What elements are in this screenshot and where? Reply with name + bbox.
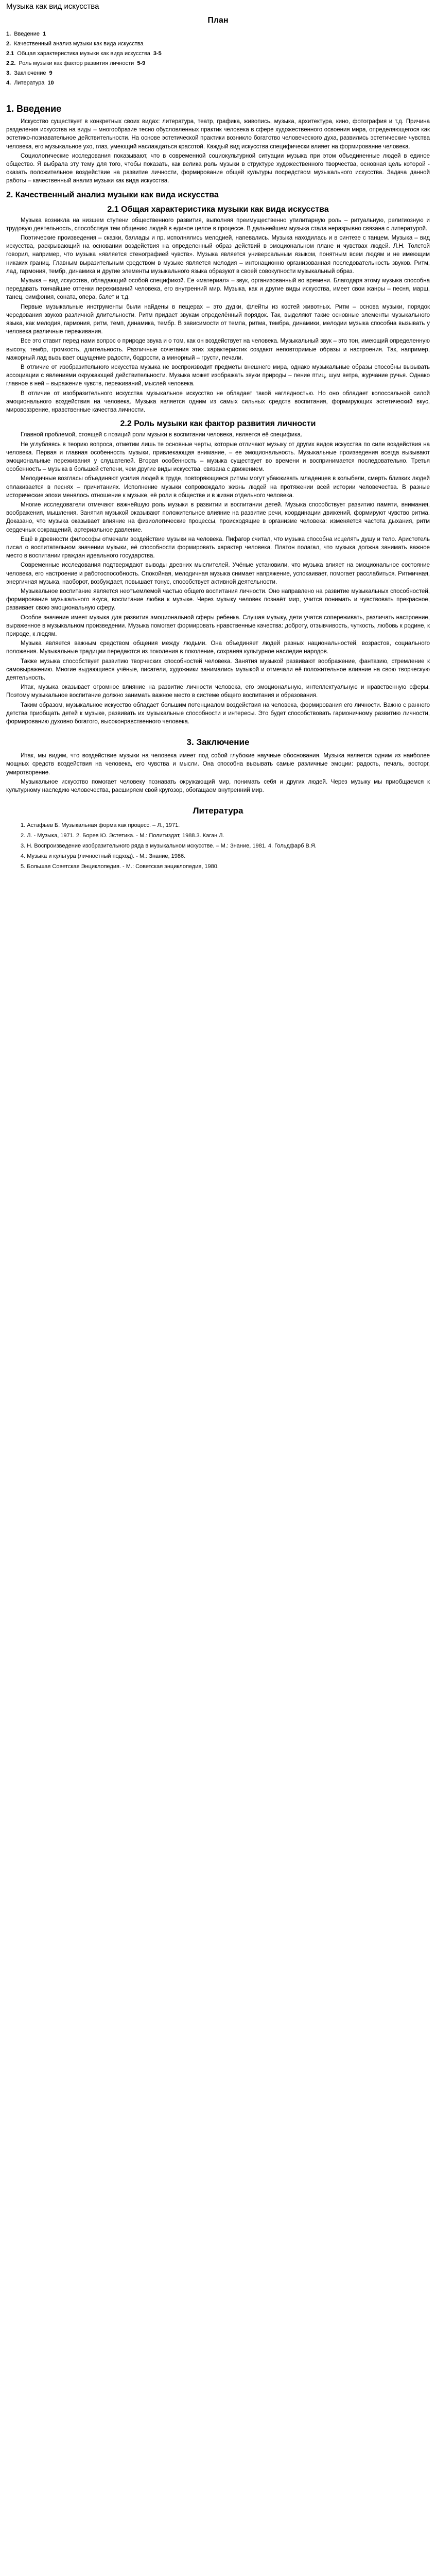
paragraph: Таким образом, музыкальное искусство обладает большим потенциалом воздействия на человека, формирования его личности. Важно с раннего детства приобщать детей к музыке, развивать их музыкальные способности и интересы. Это будет способствовать гармоничному развитию личности, формированию духовно богатого, высоконравственного человека. [6, 702, 430, 725]
reference-item: 1. Астафьев Б. Музыкальная форма как процесс. – Л., 1971. [21, 822, 180, 829]
plan-title: План [207, 16, 229, 25]
toc-item[interactable]: 1. Введение 1 [6, 31, 46, 37]
paragraph: Музыка является важным средством общения между людьми. Она объединяет людей разных национальностей, возрастов, социального положения. Музыкальные традиции передаются из поколения в поколение, сохраняя культурное наследие народов. [6, 640, 430, 655]
reference-item: 4. Музыка и культура (личностный подход). - М.: Знание, 1986. [21, 853, 186, 860]
paragraph: Первые музыкальные инструменты были найдены в пещерах – это дудки, флейты из костей животных. Ритм – основа музыки, порядок чередования звуков различной длительности. Ритм придает звукам определённый порядок. Так, выделяют такие основные элементы музыкального языка, как мелодия, гармония, ритм, темп, динамика, тембр. В зависимости от темпа, ритма, тембра, динамики, мелодии музыка способна вызывать у человека различные переживания. [6, 303, 430, 335]
paragraph: Социологические исследования показывают, что в современной социокультурной ситуации музыка при этом объединенные людей в единое общество. Я выбрала эту тему для того, чтобы показать, как велика роль музыки в структуре художественного творчества, основная цель которой - оказать положительное воздействие на развитие личности, формирование общей культуры посредством музыкального искусства. Задача данной работы – качественный анализ музыки как вида искусства. [6, 152, 430, 184]
paragraph: Искусство существует в конкретных своих видах: литература, театр, графика, живопись, музыка, архитектура, кино, фотография и т.д. Причина разделения искусства на виды – многообразие тесно обусловленных практик человека в сфере художественного освоения мира, определяющегося как эстетико-познавательное действительности. На основе эстетической практики возникло богатство человеческого духа, развились эстетические чувства человека, его музыкальное ухо, глаз, умеющий наслаждаться красотой. Каждый вид искусства специфически влияет на формирование человека. [6, 118, 430, 150]
paragraph: Музыкальное воспитание является неотъемлемой частью общего воспитания личности. Оно направлено на развитие музыкальных способностей, формирование музыкального вкуса, воспитание любви к музыке. Через музыку человек познаёт мир, учится понимать и чувствовать прекрасное, развивает свою эмоциональную сферу. [6, 588, 430, 612]
paragraph: Все это ставит перед нами вопрос о природе звука и о том, как он воздействует на человека. Музыкальный звук – это тон, имеющий определенную высоту, тембр, громкость, длительность. Различные сочетания этих характеристик создают неповторимые образы и настроения. Так, например, мажорный лад вызывает ощущение радости, бодрости, а минорный – грусти, печали. [6, 338, 430, 361]
document [0, 0, 436, 872]
paragraph: Особое значение имеет музыка для развития эмоциональной сферы ребенка. Слушая музыку, дети учатся сопереживать, различать настроение, выраженное в музыкальном произведении. Музыка помогает формировать нравственные качества: доброту, отзывчивость, чуткость, любовь к родине, к природе, к людям. [6, 614, 430, 637]
document-title: Музыка как вид искусства [6, 2, 99, 11]
toc-item[interactable]: 2.1 Общая характеристика музыки как вида искусства 3-5 [6, 50, 162, 57]
analysis-heading: 2. Качественный анализ музыки как вида искусства [6, 190, 219, 199]
paragraph: Не углубляясь в теорию вопроса, отметим лишь те основные черты, которые отличают музыку от других видов искусства по силе воздействия на человека. Первая и главная особенность музыки, привлекающая внимание, – ее эмоциональность. Музыкальные произведения всегда вызывают эмоциональные переживания у слушателей. Вторая особенность – музыка существует во времени и воспринимается последовательно. Третья особенность – музыка в большей степени, чем другие виды искусства, связана с движением. [6, 441, 430, 473]
paragraph: В отличие от изобразительного искусства музыка не воспроизводит предметы внешнего мира, однако музыкальные образы способны вызывать ассоциации с явлениями окружающей действительности. Музыка может изображать звуки природы – пение птиц, шум ветра, журчание ручья. Однако главное в ней – выражение чувств, переживаний, мыслей человека. [6, 364, 430, 387]
literature-heading: Литература [193, 806, 243, 816]
paragraph: В отличие от изобразительного искусства музыкальное искусство не обладает такой наглядностью. Но оно обладает колоссальной силой эмоционального воздействия на человека. Музыка является одним из самых сильных средств воспитания, формирующих эстетический вкус, мировоззрение, нравственные качества личности. [6, 390, 430, 414]
conclusion-heading: 3. Заключение [186, 737, 250, 748]
paragraph: Мелодичные возгласы объединяют усилия людей в труде, повторяющиеся ритмы могут убаюкивать младенцев в колыбели, смерть близких людей оплакивается в песнях – причитаниях. Исполнение музыки сопровождало жизнь людей на протяжении всей истории человечества. В разные исторические эпохи менялось отношение к музыке, её роли в обществе и в жизни отдельного человека. [6, 476, 430, 499]
paragraph: Музыка возникла на низшем ступени общественного развития, выполняя преимущественно утилитарную роль – ритуальную, религиозную и трудовую деятельность, способствуя тем общению людей в единое целое в процессе. В дальнейшем музыка стала неразрывно связана с литературой. [6, 217, 430, 232]
paragraph: Современные исследования подтверждают выводы древних мыслителей. Учёные установили, что музыка влияет на эмоциональное состояние человека, его настроение и работоспособность. Спокойная, мелодичная музыка снимает напряжение, успокаивает, помогает расслабиться. Ритмичная, энергичная музыка, наоборот, возбуждает, повышает тонус, способствует активной деятельности. [6, 562, 430, 585]
reference-item: 2. Л. - Музыка, 1971. 2. Борев Ю. Эстетика. - М.: Политиздат, 1988.3. Каган Л. [21, 833, 224, 839]
paragraph: Многие исследователи отмечают важнейшую роль музыки в развитии и воспитании детей. Музыка способствует развитию памяти, внимания, воображения, мышления. Занятия музыкой оказывают положительное влияние на развитие речи, координации движений, формируют чувство ритма. Доказано, что музыка оказывает влияние на физиологические процессы, происходящие в организме человека: изменяется частота дыхания, ритм сердечных сокращений, артериальное давление. [6, 501, 430, 533]
subsection-heading: 2.1 Общая характеристика музыки как вида искусства [107, 205, 329, 214]
paragraph: Также музыка способствует развитию творческих способностей человека. Занятия музыкой развивают воображение, фантазию, стремление к самовыражению. Многие выдающиеся учёные, писатели, художники занимались музыкой и отмечали её положительное влияние на свою творческую деятельность. [6, 658, 430, 681]
toc-item[interactable]: 2. Качественный анализ музыки как вида искусства [6, 41, 144, 47]
paragraph: Поэтические произведения – сказки, баллады и пр. исполнялись мелодией, напевались. Музыка находилась и в синтезе с танцем. Музыка – вид искусства, раскрывающий на основании воздействия на определенный образ действий в эмоциональном плане и чувствах людей. Л.Н. Толстой говорил, например, что музыка «является стенографией чувств». Музыка является универсальным языком, понятным всем людям и не имеющим никаких границ. Главным выразительным средством в музыке является мелодия – интонационно организованная последовательность звуков. Ритм, лад, гармония, тембр, динамика и другие элементы музыкального языка образуют в своей совокупности музыкальный образ. [6, 235, 430, 275]
toc-item[interactable]: 3. Заключение 9 [6, 70, 53, 76]
paragraph: Главной проблемой, стоящей с позиций роли музыки в воспитании человека, является её специфика. [21, 432, 303, 438]
subsection-heading: 2.2 Роль музыки как фактор развития личности [120, 419, 316, 429]
paragraph: Музыка – вид искусства, обладающий особой спецификой. Ее «материал» – звук, организованный во времени. Благодаря этому музыка способна передавать тончайшие оттенки переживаний человека, его внутренний мир. Музыка, как и другие виды искусства, имеет свои жанры – песня, марш, танец, симфония, соната, опера, балет и т.д. [6, 278, 430, 301]
paragraph: Музыкальное искусство помогает человеку познавать окружающий мир, понимать себя и других людей. Через музыку мы приобщаемся к культурному наследию человечества, расширяем свой кругозор, обогащаем внутренний мир. [6, 778, 430, 794]
table-of-contents [6, 29, 430, 88]
intro-heading: 1. Введение [6, 104, 62, 114]
paragraph: Итак, музыка оказывает огромное влияние на развитие личности человека, его эмоциональную, интеллектуальную и нравственную сферы. Поэтому музыкальное воспитание должно занимать важное место в системе общего воспитания и образования. [6, 684, 430, 699]
toc-item[interactable]: 4. Литература 10 [6, 80, 54, 86]
paragraph: Итак, мы видим, что воздействие музыки на человека имеет под собой глубокие научные обоснования. Музыка является одним из наиболее мощных средств воздействия на человека, его чувства и мысли. Она способна вызывать самые различные эмоции: радость, печаль, восторг, умиротворение. [6, 753, 430, 776]
toc-item[interactable]: 2.2. Роль музыки как фактор развития личности 5-9 [6, 60, 146, 66]
paragraph: Ещё в древности философы отмечали воздействие музыки на человека. Пифагор считал, что музыка способна исцелять душу и тело. Аристотель писал о воспитательном значении музыки, её способности формировать характер человека. Платон полагал, что музыка должна занимать важное место в воспитании граждан идеального государства. [6, 536, 430, 560]
reference-item: 3. Н. Воспроизведение изобразительного ряда в музыкальном искусстве. – М.: Знание, 1981. 4. Гольдфарб В.Я. [21, 843, 317, 850]
literature-list [6, 820, 430, 872]
reference-item: 5. Большая Советская Энциклопедия. - М.: Советская энциклопедия, 1980. [21, 863, 219, 870]
